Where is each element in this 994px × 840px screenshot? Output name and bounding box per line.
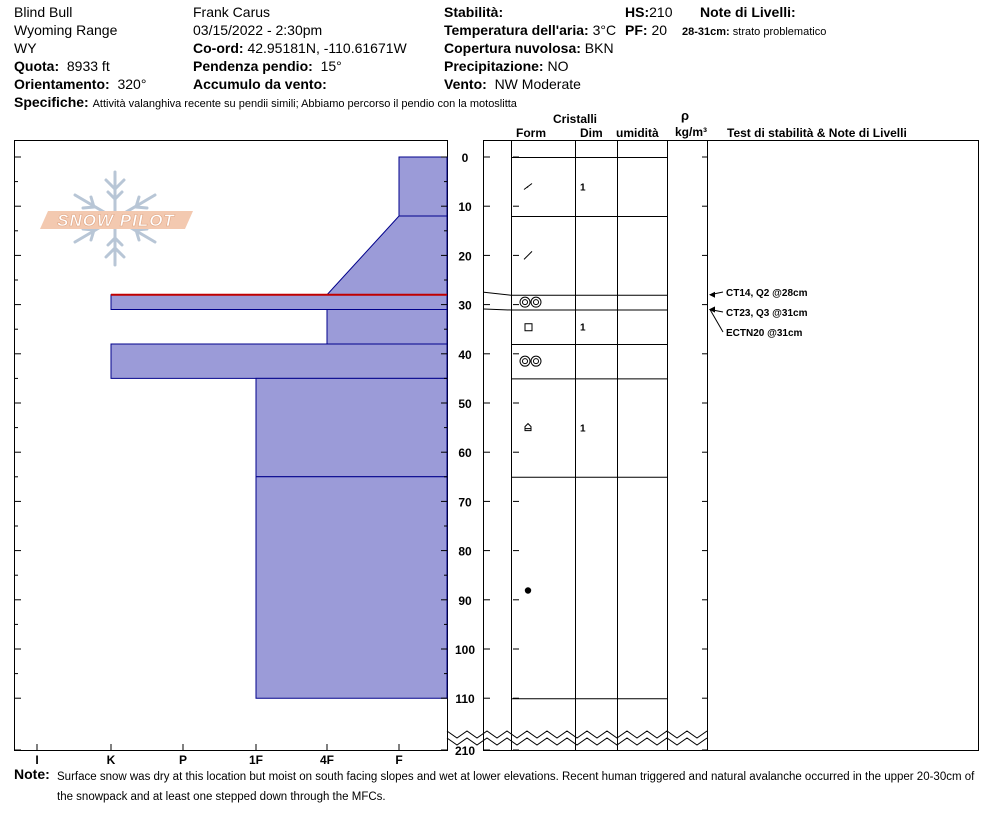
elevation-value: 8933 ft — [66, 58, 110, 74]
location-name: Blind Bull — [14, 4, 73, 20]
depth-tick-label: 210 — [454, 744, 476, 758]
stability-test-label: CT23, Q3 @31cm — [726, 308, 808, 319]
rounded-form-icon — [524, 251, 532, 259]
layer-note-text: strato problematico — [732, 26, 827, 38]
moisture-header: umidità — [616, 126, 659, 140]
layer-bar — [399, 157, 447, 216]
depth-tick-label: 70 — [458, 495, 472, 510]
precip-label: Precipitazione: — [444, 58, 544, 74]
slope-value: 15° — [320, 58, 342, 74]
crystal-size: 1 — [580, 423, 586, 435]
depth-tick-label: 60 — [458, 446, 472, 461]
layer-bar — [111, 295, 447, 310]
notes-text: Surface snow was dry at this location but moist on south facing slopes and wet at lower elevations. Recent human triggered and natural avalanche occurred in the upper 20-30cm of the snowpack and at least one stepped down through the MFCs. — [57, 771, 975, 803]
observation-datetime: 03/15/2022 - 2:30pm — [193, 22, 323, 38]
specifics-label: Specifiche: — [14, 94, 89, 110]
hardness-axis — [35, 744, 402, 767]
location-range: Wyoming Range — [14, 22, 118, 38]
crystals-header: Cristalli — [553, 112, 598, 126]
notes-label: Note: — [14, 766, 50, 782]
layer-table — [447, 140, 708, 750]
stability-label: Stabilità: — [444, 4, 504, 20]
air-temp-label: Temperatura dell'aria: — [444, 22, 589, 38]
coord-label: Co-ord: — [193, 40, 244, 56]
stability-tests — [709, 288, 808, 339]
form-header: Form — [516, 126, 546, 140]
hardness-tick-label: 1F — [248, 753, 264, 767]
wind-value: NW Moderate — [494, 76, 581, 92]
hardness-tick-label: P — [178, 753, 188, 767]
melt-freeze-icon — [523, 359, 528, 364]
layer-boundary-connector — [484, 309, 511, 310]
layer-bar — [327, 310, 447, 344]
melt-freeze-icon — [523, 300, 528, 305]
depth-tick-label: 80 — [458, 544, 472, 559]
decomposing-form-icon — [524, 184, 532, 190]
elevation-label: Quota: — [14, 58, 60, 74]
density-unit: kg/m³ — [675, 125, 708, 139]
stability-test-label: ECTN20 @31cm — [726, 328, 803, 339]
size-header: Dim — [580, 126, 603, 140]
slope-label: Pendenza pendio: — [193, 58, 313, 74]
layer-bar — [111, 344, 447, 378]
depth-tick-label: 90 — [458, 593, 472, 608]
melt-freeze-icon — [520, 356, 530, 366]
test-pointer-head — [709, 307, 715, 313]
observer-name: Frank Carus — [193, 4, 271, 20]
depth-tick-label: 100 — [454, 643, 476, 657]
layer-boundary-connector — [484, 292, 511, 295]
crystal-forms — [520, 183, 586, 594]
hardness-tick-label: 4F — [319, 753, 335, 767]
hs-value: 210 — [649, 4, 673, 20]
test-pointer — [710, 310, 723, 332]
depth-tick-label: 30 — [458, 298, 472, 313]
hardness-tick-label: K — [106, 753, 116, 767]
melt-freeze-icon — [531, 297, 541, 307]
layer-note-range: 28-31cm: — [682, 26, 730, 38]
coord-value: 42.95181N, -110.61671W — [247, 40, 407, 56]
pf-value: 20 — [651, 22, 668, 38]
depth-tick-label: 10 — [458, 200, 472, 215]
rounded-grains-icon — [525, 587, 531, 593]
hardness-tick-label: I — [35, 753, 39, 767]
logo-text: SNOW PILOT — [57, 211, 175, 230]
crystal-size: 1 — [580, 322, 586, 334]
depth-tick-label: 110 — [455, 692, 475, 707]
density-symbol: ρ — [681, 108, 690, 123]
layer-bar — [256, 378, 447, 476]
melt-freeze-icon — [531, 356, 541, 366]
layer-bar — [256, 477, 447, 698]
hardness-profile — [111, 157, 447, 698]
location-state: WY — [14, 40, 37, 56]
snowpilot-logo — [40, 172, 193, 265]
melt-freeze-icon — [534, 300, 539, 305]
faceted-form-icon — [525, 324, 532, 331]
sky-label: Copertura nuvolosa: — [444, 40, 581, 56]
layers-frame — [484, 141, 979, 751]
wind-load-label: Accumulo da vento: — [193, 76, 327, 92]
depth-tick-label: 20 — [458, 249, 472, 264]
aspect-value: 320° — [117, 76, 147, 92]
aspect-label: Orientamento: — [14, 76, 110, 92]
melt-freeze-icon — [534, 359, 539, 364]
melt-freeze-icon — [520, 297, 530, 307]
depth-tick-label: 0 — [461, 151, 469, 165]
hardness-tick-label: F — [395, 753, 403, 767]
crystal-size: 1 — [580, 182, 586, 194]
specifics-value: Attività valanghiva recente su pendii simili; Abbiamo percorso il pendio con la motoslitta — [92, 98, 517, 110]
test-pointer-head — [709, 292, 715, 298]
depth-tick-label: 50 — [458, 397, 472, 411]
depth-hoar-icon — [525, 424, 531, 431]
pf-label: PF: — [625, 22, 648, 38]
tests-header: Test di stabilità & Note di Livelli — [727, 126, 907, 140]
precip-value: NO — [547, 58, 569, 74]
hs-label: HS: — [625, 4, 650, 20]
layer-notes-title: Note di Livelli: — [700, 4, 796, 20]
air-temp-value: 3°C — [592, 22, 617, 38]
stability-test-label: CT14, Q2 @28cm — [726, 288, 808, 299]
wind-label: Vento: — [444, 76, 487, 92]
depth-tick-label: 40 — [458, 347, 472, 362]
layer-bar — [327, 216, 447, 295]
sky-value: BKN — [584, 40, 614, 56]
